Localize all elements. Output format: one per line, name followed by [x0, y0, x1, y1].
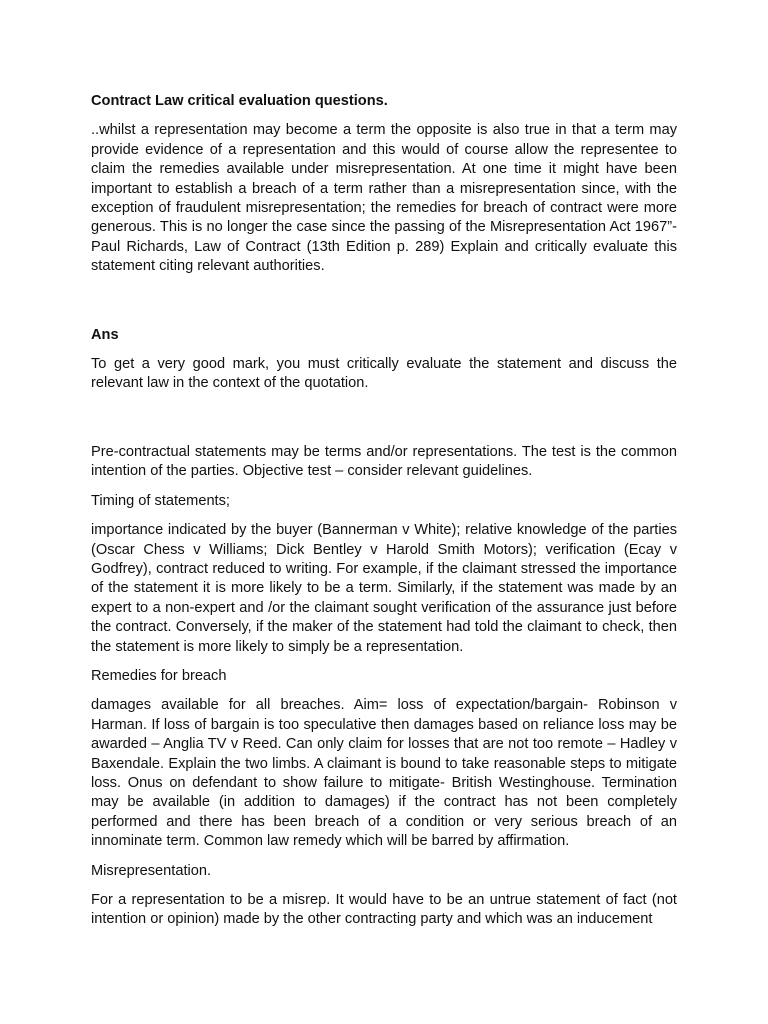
document-title: Contract Law critical evaluation questions. [91, 93, 388, 109]
timing-paragraph: importance indicated by the buyer (Bannerman v White); relative knowledge of the parties (Oscar Chess v Williams; Dick Bentley v Harold Smith Motors); verification (Ecay v Godfrey), contract reduced to writing. For example, if the claimant stressed the importance of the statement it is more likely to be a term. Similarly, if the statement was made by an expert to a non-expert and /or the claimant sought verification of the assurance just before the contract. Conversely, if the maker of the statement had told the claimant to check, then the statement is more likely to simply be a representation. [91, 522, 677, 655]
remedies-heading: Remedies for breach [91, 667, 227, 684]
spacer [91, 404, 677, 443]
timing-heading: Timing of statements; [91, 492, 230, 509]
misrepresentation-heading: Misrepresentation. [91, 862, 212, 879]
document-page [91, 92, 677, 940]
spacer [91, 287, 677, 326]
answer-intro-paragraph: To get a very good mark, you must critically evaluate the statement and discuss the relevant law in the context of the quotation. [91, 356, 677, 392]
pre-contractual-paragraph: Pre-contractual statements may be terms and/or representations. The test is the common intention of the parties. Objective test – consider relevant guidelines. [91, 443, 677, 480]
remedies-paragraph: damages available for all breaches. Aim= loss of expectation/bargain- Robinson v Harman. If loss of bargain is too speculative then damages based on reliance loss may be awarded – Anglia TV v Reed. Can only claim for losses that are not too remote – Hadley v Baxendale. Explain the two limbs. A claimant is bound to take reasonable steps to mitigate loss. Onus on defendant to show failure to mitigate- British Westinghouse. Termination may be available (in addition to damages) if the contract has not been completely performed and there has been breach of a condition or very serious breach of an innominate term. Common law remedy which will be barred by affirmation. [91, 697, 677, 850]
question-paragraph: ..whilst a representation may become a term the opposite is also true in that a term may provide evidence of a representation and this would of course allow the representee to claim the remedies available under misrepresentation. At one time it might have been important to establish a breach of a term rather than a misrepresentation since, with the exception of fraudulent misrepresentation; the remedies for breach of contract were more generous. This is no longer the case since the passing of the Misrepresentation Act 1967”- Paul Richards, Law of Contract (13th Edition p. 289) Explain and critically evaluate this statement citing relevant authorities. [91, 122, 677, 275]
misrepresentation-paragraph: For a representation to be a misrep. It would have to be an untrue statement of fact (not intention or opinion) made by the other contracting party and which was an inducement [91, 892, 677, 928]
answer-heading: Ans [91, 326, 119, 343]
